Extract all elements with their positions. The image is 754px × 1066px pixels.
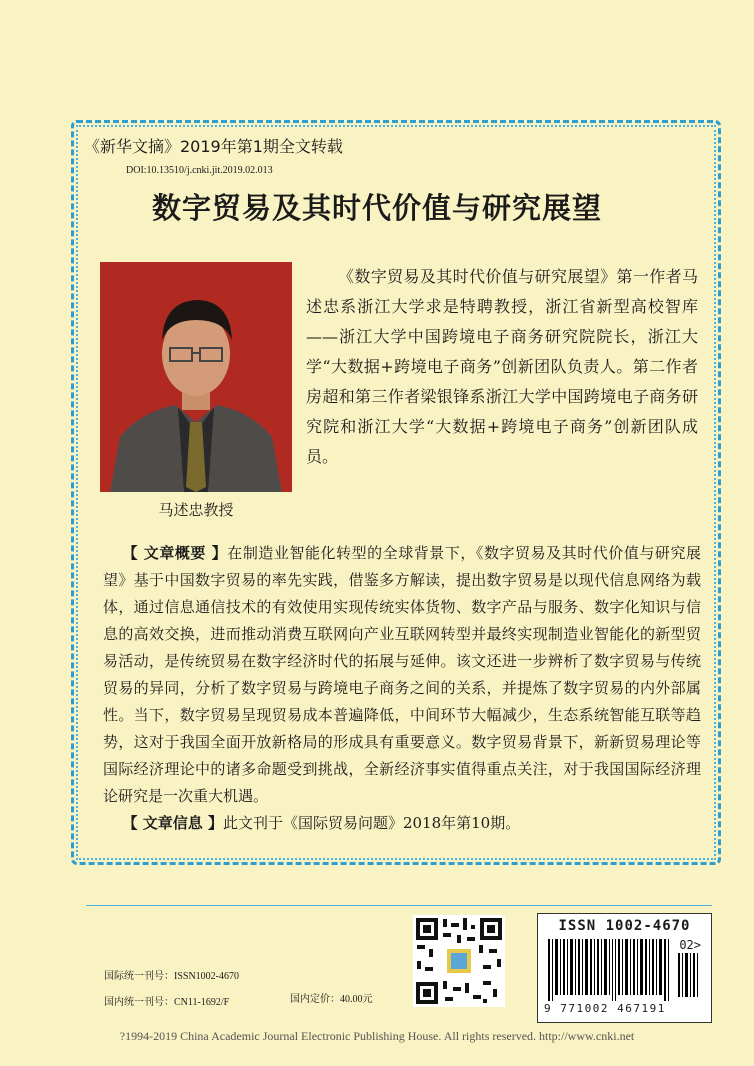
info-text: 此文刊于《国际贸易问题》2018年第10期。 (222, 814, 521, 832)
intl-serial: 国际统一刊号：ISSN1002-4670 (104, 971, 240, 982)
info-tag: 【 文章信息 】 (122, 814, 223, 832)
qr-code-icon (413, 915, 505, 1007)
copyright-footer: ?1994-2019 China Academic Journal Electronic Publishing House. All rights reserved. http://www.cnki.net (119, 1029, 635, 1043)
issn-barcode-box (537, 913, 712, 1023)
issn-label: ISSN 1002-4670 (558, 918, 691, 934)
divider (86, 905, 712, 906)
price: 国内定价：40.00元 (290, 994, 373, 1005)
author-intro: 《数字贸易及其时代价值与研究展望》第一作者马述忠系浙江大学求是特聘教授，浙江省新型高校智库——浙江大学中国跨境电子商务研究院院长，浙江大学“大数据+跨境电子商务”创新团队负责人。第二作者房超和第三作者梁银锋系浙江大学中国跨境电子商务研究院和浙江大学“大数据+跨境电子商务”创新团队成员。 (306, 267, 698, 466)
abstract-text: 在制造业智能化转型的全球背景下，《数字贸易及其时代价值与研究展望》基于中国数字贸易的率先实践，借鉴多方解读，提出数字贸易是以现代信息网络为载体，通过信息通信技术的有效使用实现传统实体货物、数字产品与服务、数字化知识与信息的高效交换，进而推动消费互联网向产业互联网转型并最终实现制造业智能化的新型贸易活动，是传统贸易在数字经济时代的拓展与延伸。该文还进一步辨析了数字贸易与传统贸易的异同，分析了数字贸易与跨境电子商务之间的关系，并提炼了数字贸易的内外部属性。当下，数字贸易呈现贸易成本普遍降低，中间环节大幅减少，生态系统智能互联等趋势，这对于我国全面开放新格局的形成具有重要意义。数字贸易背景下，新新贸易理论等国际经济理论中的诸多命题受到挑战，全新经济事实值得重点关注，对于我国国际经济理论研究是一次重大机遇。 (103, 544, 701, 805)
author-caption: 马述忠教授 (158, 501, 234, 519)
abstract-section (103, 540, 701, 837)
author-photo (100, 262, 292, 492)
barcode-digits: 9 771002 467191 (544, 1002, 666, 1015)
barcode-icon (546, 939, 701, 1001)
article-title: 数字贸易及其时代价值与研究展望 (151, 191, 602, 225)
abstract-tag: 【 文章概要 】 (122, 544, 228, 562)
domestic-serial: 国内统一刊号：CN11-1692/F (104, 997, 230, 1008)
doi: DOI:10.13510/j.cnki.jit.2019.02.013 (126, 165, 273, 176)
republish-note: 《新华文摘》2019年第1期全文转载 (84, 137, 343, 156)
author-portrait-image (100, 262, 292, 492)
issue-addon: 02> (679, 938, 701, 952)
